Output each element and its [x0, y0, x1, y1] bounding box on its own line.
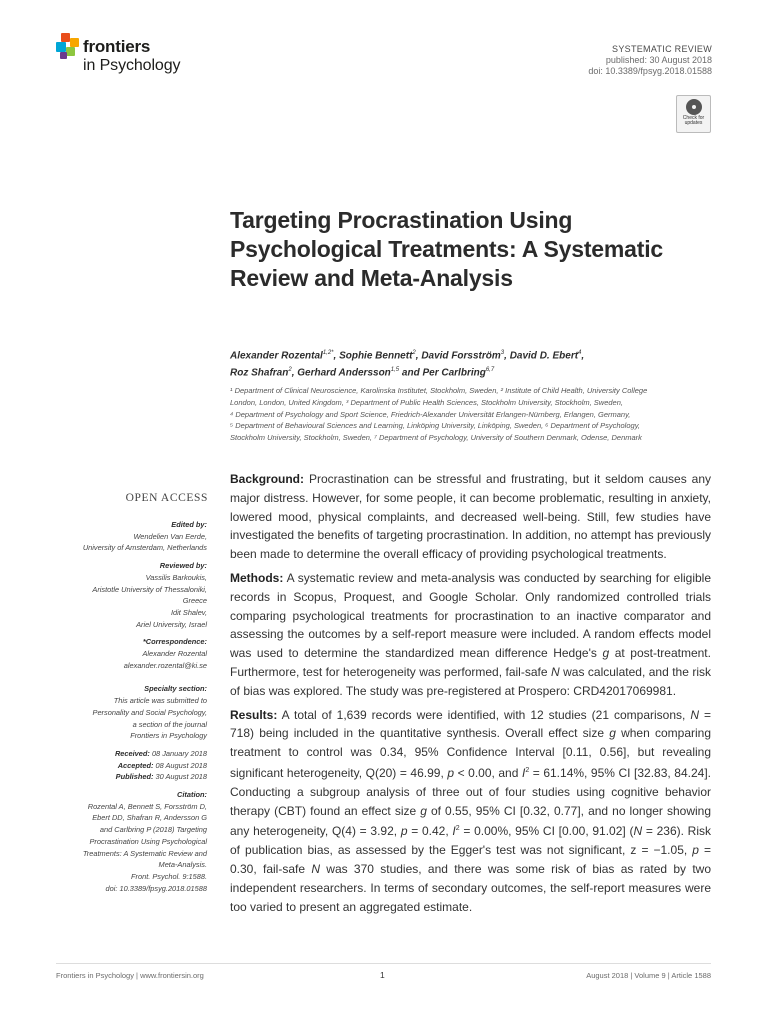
- citation-text: and Carlbring P (2018) Targeting: [99, 825, 207, 835]
- article-type: SYSTEMATIC REVIEW: [612, 44, 712, 54]
- correspondence-heading: *Correspondence:: [142, 637, 207, 647]
- citation-text: Ebert DD, Shafran R, Andersson G: [92, 813, 207, 823]
- author-list: Alexander Rozental$^{1,2*}$, Sophie Bennett$^2$, David Forsström$^3$, David D. Ebert$^4$, Roz Shafran$^2$, Gerhard Andersson$^{1,5}$ and Per Carlbring$^{6,7}$: [230, 350, 585, 379]
- journal-logo: [56, 33, 216, 81]
- editor-affiliation: University of Amsterdam, Netherlands: [82, 543, 207, 553]
- open-access-label: OPEN ACCESS: [125, 492, 208, 504]
- logo-wordmark: frontiers: [83, 37, 151, 56]
- specialty-text: Frontiers in Psychology: [130, 731, 207, 741]
- article-title: Targeting Procrastination Using Psychological Treatments: A Systematic Review and Meta-Analysis: [230, 207, 663, 291]
- citation-text: Treatments: A Systematic Review and: [82, 848, 207, 858]
- editor-name[interactable]: Wendelien Van Eerde,: [133, 531, 207, 541]
- author-name[interactable]: Per Carlbring: [422, 367, 486, 379]
- article-meta-header: [588, 44, 712, 77]
- footer-divider: [56, 963, 711, 964]
- frontiers-logo-icon: [56, 33, 80, 59]
- reviewed-by-heading: Reviewed by:: [159, 561, 207, 571]
- affiliation-line: ¹ Department of Clinical Neuroscience, Karolinska Institutet, Stockholm, Sweden, ² Institute of Child Health, University College: [230, 386, 648, 395]
- specialty-text: This article was submitted to: [113, 696, 207, 706]
- abstract-results: Results: A total of 1,639 records were identified, with 12 studies (21 comparisons, N = 718) being included in the quantitative synthesis. Overall effect size g when comparing treatment to control was 0.34, 95% Confidence Interval [0.11, 0.56], but revealing significant heterogeneity, Q(20) = 46.99, p < 0.00, and $I^2 = 61.14\%$, 95% CI [32.83, 84.24]. Conducting a subgroup analysis of three out of four studies using cognitive behavior therapy (CBT) found an effect size g of 0.55, 95% CI [0.32, 0.77], and no longer showing any heterogeneity, Q(4) = 3.92, p = 0.42, $I^2 = 0.00\%$, 95% CI [0.00, 91.02] (N = 236). Risk of publication bias, as assessed by the Egger's test was not significant, z = −1.05, p = 0.30, fail-safe N was 370 studies, and there was some risk of bias as rated by two independent researchers. In terms of secondary outcomes, the self-report measures were too varied to present an aggregated estimate.: [230, 707, 712, 914]
- footer-issue-info: August 2018 | Volume 9 | Article 1588: [586, 971, 711, 980]
- reviewer-name[interactable]: Vassilis Barkoukis,: [145, 572, 207, 582]
- specialty-section-heading: Specialty section:: [144, 684, 207, 694]
- citation-heading: Citation:: [177, 790, 207, 800]
- affiliations: [230, 385, 720, 444]
- citation-text: Procrastination Using Psychological: [89, 836, 207, 846]
- abstract: [230, 470, 711, 921]
- edited-by-heading: Edited by:: [171, 520, 207, 529]
- correspondence-name: Alexander Rozental: [142, 649, 207, 659]
- received-date: Received: 08 January 2018: [114, 748, 207, 758]
- check-for-updates-button[interactable]: [676, 95, 711, 133]
- check-for-updates-label: Check for updates: [682, 115, 705, 126]
- published-date: published: 30 August 2018: [605, 55, 712, 65]
- abstract-methods: Methods: A systematic review and meta-analysis was conducted by searching for eligible records in Scopus, Proquest, and Google Scholar. Only randomized controlled trials comparing psychological treatments for procrastination to an inactive comparator and assessing the outcomes by a self-report measure were included. A random effects model was used to determine the standardized mean difference Hedge's g at post-treatment. Furthermore, test for heterogeneity was performed, fail-safe N was calculated, and the risk of bias was explored. The study was pre-registered at Prospero: CRD42017069981.: [230, 570, 711, 698]
- crossmark-icon: [686, 99, 702, 115]
- page-number: 1: [380, 970, 385, 980]
- citation-text: Rozental A, Bennett S, Forsström D,: [87, 801, 207, 811]
- specialty-text: Personality and Social Psychology,: [92, 707, 207, 717]
- article-info-sidebar: [40, 519, 207, 894]
- citation-text: Meta-Analysis.: [158, 860, 207, 870]
- published-date-sidebar: Published: 30 August 2018: [115, 772, 207, 782]
- citation-text: Front. Psychol. 9:1588.: [131, 871, 207, 881]
- reviewer-name[interactable]: Idit Shalev,: [170, 607, 207, 617]
- doi-link[interactable]: doi: 10.3389/fpsyg.2018.01588: [588, 66, 712, 76]
- specialty-text: a section of the journal: [132, 719, 207, 729]
- affiliation-line: London, London, United Kingdom, ³ Department of Public Health Sciences, Stockholm University, Stockholm, Sweden,: [230, 397, 623, 407]
- affiliation-line: ⁵ Department of Behavioural Sciences and Learning, Linköping University, Linköping, Sweden, ⁶ Department of Psychology,: [230, 421, 640, 431]
- author-name[interactable]: Roz Shafran: [230, 367, 289, 379]
- accepted-date: Accepted: 08 August 2018: [117, 760, 207, 770]
- citation-doi-link[interactable]: doi: 10.3389/fpsyg.2018.01588: [105, 883, 207, 893]
- reviewer-affiliation: Greece: [182, 596, 207, 606]
- logo-journal-name: in Psychology: [83, 57, 181, 74]
- reviewer-affiliation: Ariel University, Israel: [136, 619, 207, 629]
- author-name[interactable]: Sophie Bennett: [339, 350, 413, 362]
- reviewer-affiliation: Aristotle University of Thessaloniki,: [92, 584, 207, 594]
- author-name[interactable]: Gerhard Andersson: [297, 367, 391, 379]
- footer-journal-link[interactable]: Frontiers in Psychology | www.frontiersin.org: [56, 971, 204, 980]
- affiliation-line: ⁴ Department of Psychology and Sport Science, Friedrich-Alexander Universität Erlangen-Nürnberg, Erlangen, Germany,: [230, 409, 631, 419]
- author-name[interactable]: David D. Ebert: [509, 350, 579, 362]
- author-name[interactable]: Alexander Rozental: [230, 350, 323, 362]
- affiliation-line: Stockholm University, Stockholm, Sweden, ⁷ Department of Psychology, University of Southern Denmark, Odense, Denmark: [230, 433, 642, 443]
- author-name[interactable]: David Forsström: [421, 350, 501, 362]
- correspondence-email-link[interactable]: alexander.rozental@ki.se: [123, 660, 207, 670]
- abstract-background: Background: Procrastination can be stressful and frustrating, but it seldom causes any major distress. However, for some people, it can become problematic, resulting in anxiety, lowered mood, physical complaints, and decreased well-being. Still, few studies have investigated the benefits of targeting procrastination. In addition, no attempt has previously been made to determine the overall efficacy of providing psychological treatments.: [230, 472, 711, 562]
